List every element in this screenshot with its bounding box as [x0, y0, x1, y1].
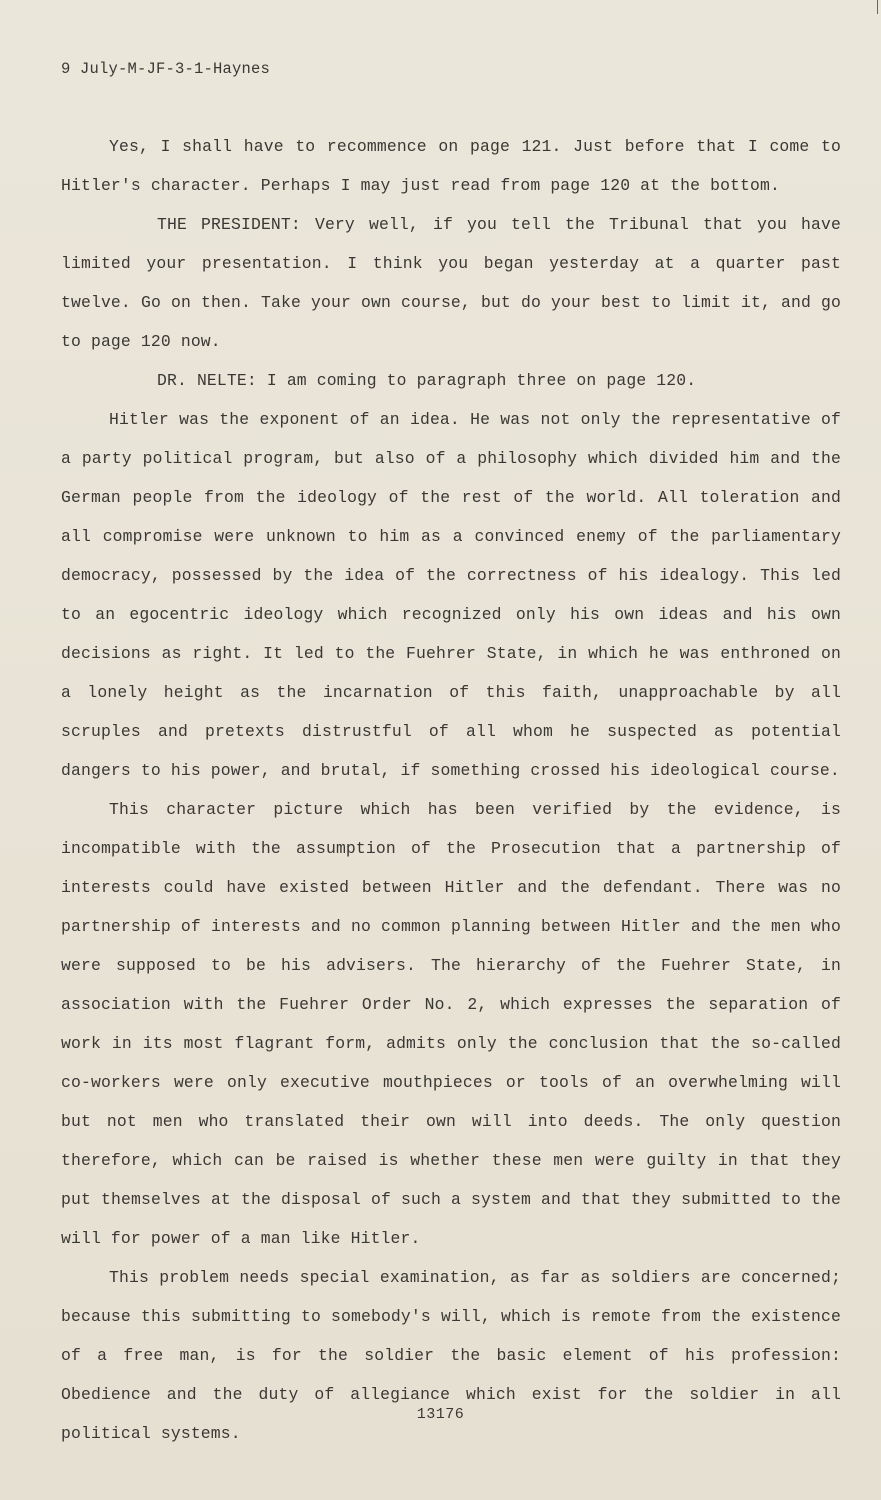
paragraph-dr-nelte: DR. NELTE: I am coming to paragraph three on page 120. [157, 371, 697, 390]
paragraph-recommence: Yes, I shall have to recommence on page 121. Just before that I come to Hitler's character. Perhaps I may just read from page 120 at the bottom. [61, 137, 841, 195]
paragraph-president: THE PRESIDENT: Very well, if you tell the Tribunal that you have limited your presentation. I think you began yesterday at a quarter past twelve. Go on then. Take your own course, but do your best to limit it, and go to page 120 now. [61, 215, 841, 351]
paragraph-soldiers: This problem needs special examination, as far as soldiers are concerned; because this submitting to somebody's will, which is remote from the existence of a free man, is for the soldier the basic element of his profession: Obedience and the duty of allegiance which exist for the soldier in all political systems. [61, 1268, 841, 1443]
page-reference: 9 July-M-JF-3-1-Haynes [61, 60, 271, 78]
paragraph-hitler-idea: Hitler was the exponent of an idea. He was not only the representative of a party political program, but also of a philosophy which divided him and the German people from the ideology of the rest of the world. All toleration and all compromise were unknown to him as a convinced enemy of the parliamentary democracy, possessed by the idea of the correctness of his idealogy. This led to an egocentric ideology which recognized only his own ideas and his own decisions as right. It led to the Fuehrer State, in which he was enthroned on a lonely height as the incarnation of this faith, unapproachable by all scruples and pretexts distrustful of all whom he suspected as potential dangers to his power, and brutal, if something crossed his ideological course. [61, 410, 841, 780]
paragraph-character-picture: This character picture which has been verified by the evidence, is incompatible with the assumption of the Prosecution that a partnership of interests could have existed between Hitler and the defendant. There was no partnership of interests and no common planning between Hitler and the men who were supposed to be his advisers. The hierarchy of the Fuehrer State, in association with the Fuehrer Order No. 2, which expresses the separation of work in its most flagrant form, admits only the conclusion that the so-called co-workers were only executive mouthpieces or tools of an overwhelming will but not men who translated their own will into deeds. The only question therefore, which can be raised is whether these men were guilty in that they put themselves at the disposal of such a system and that they submitted to the will for power of a man like Hitler. [61, 800, 841, 1248]
edge-mark [877, 0, 878, 14]
page-number: 13176 [416, 1406, 465, 1423]
document-body [61, 127, 841, 1453]
